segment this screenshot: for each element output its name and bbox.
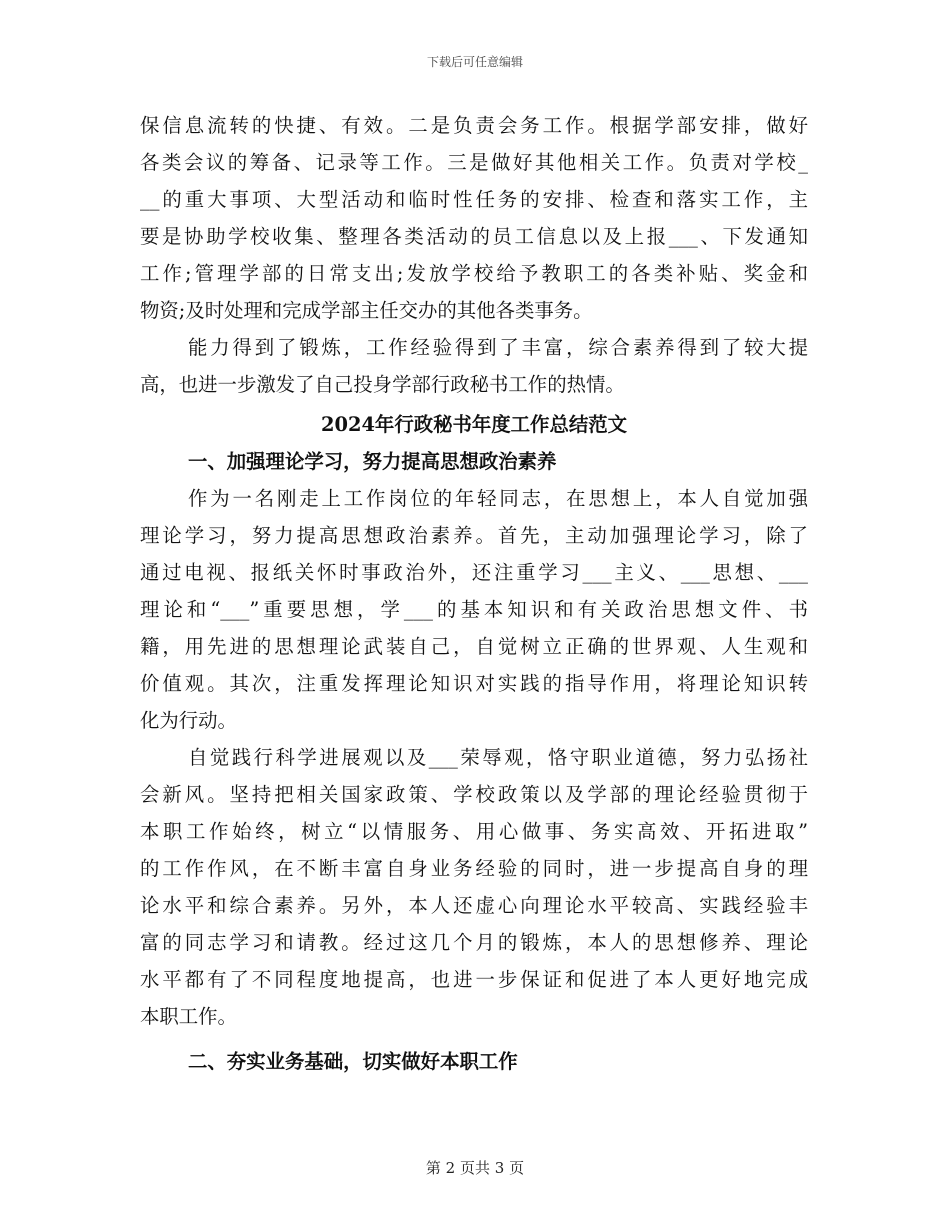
text-line: 富的同志学习和请教。经过这几个月的锻炼，本人的思想修养、理论 (140, 931, 808, 954)
text-line: 价值观。其次，注重发挥理论知识对实践的指导作用，将理论知识转 (140, 672, 808, 695)
text-line: 能力得到了锻炼，工作经验得到了丰富，综合素养得到了较大提 (188, 336, 808, 359)
text-line: 要是协助学校收集、整理各类活动的员工信息以及上报___、下发通知 (140, 225, 808, 248)
text-line: 理论学习，努力提高思想政治素养。首先，主动加强理论学习，除了 (140, 524, 808, 547)
text-line: 会新风。坚持把相关国家政策、学校政策以及学部的理论经验贯彻于 (140, 783, 808, 806)
text-line: 自觉践行科学进展观以及___荣辱观，恪守职业道德，努力弘扬社 (188, 746, 808, 769)
text-line: 本职工作。 (140, 1005, 237, 1028)
text-line: 作为一名刚走上工作岗位的年轻同志，在思想上，本人自觉加强 (188, 487, 808, 510)
text-line: 工作;管理学部的日常支出;发放学校给予教职工的各类补贴、奖金和 (140, 262, 808, 285)
section-heading-2: 二、夯实业务基础，切实做好本职工作 (188, 1050, 518, 1073)
paragraph-4 (140, 739, 808, 1035)
text-line: 通过电视、报纸关怀时事政治外，还注重学习___主义、___思想、___ (140, 561, 808, 584)
section-title: 2024年行政秘书年度工作总结范文 (320, 413, 628, 436)
text-line: 本职工作始终，树立“以情服务、用心做事、务实高效、开拓进取” (140, 820, 808, 843)
section-heading-1: 一、加强理论学习，努力提高思想政治素养 (188, 450, 557, 473)
text-line: __的重大事项、大型活动和临时性任务的安排、检查和落实工作，主 (140, 188, 808, 211)
text-line: 保信息流转的快捷、有效。二是负责会务工作。根据学部安排，做好 (140, 114, 808, 137)
document-body (140, 107, 808, 1080)
text-line: 理论和“___”重要思想，学___的基本知识和有关政治思想文件、书 (140, 598, 808, 621)
text-line: 物资;及时处理和完成学部主任交办的其他各类事务。 (140, 299, 593, 322)
text-line: 高，也进一步激发了自己投身学部行政秘书工作的热情。 (140, 373, 625, 396)
text-line: 的工作作风，在不断丰富自身业务经验的同时，进一步提高自身的理 (140, 857, 808, 880)
paragraph-2 (140, 329, 808, 403)
page-header: 下载后可任意编辑 (426, 55, 523, 69)
text-line: 籍，用先进的思想理论武装自己，自觉树立正确的世界观、人生观和 (140, 635, 808, 658)
paragraph-3 (140, 480, 808, 739)
paragraph-1 (140, 107, 808, 329)
text-line: 各类会议的筹备、记录等工作。三是做好其他相关工作。负责对学校_ (140, 151, 808, 174)
text-line: 化为行动。 (140, 709, 237, 732)
text-line: 水平都有了不同程度地提高，也进一步保证和促进了本人更好地完成 (140, 968, 808, 991)
text-line: 论水平和综合素养。另外，本人还虚心向理论水平较高、实践经验丰 (140, 894, 808, 917)
page-footer: 第 2 页共 3 页 (425, 1159, 525, 1177)
